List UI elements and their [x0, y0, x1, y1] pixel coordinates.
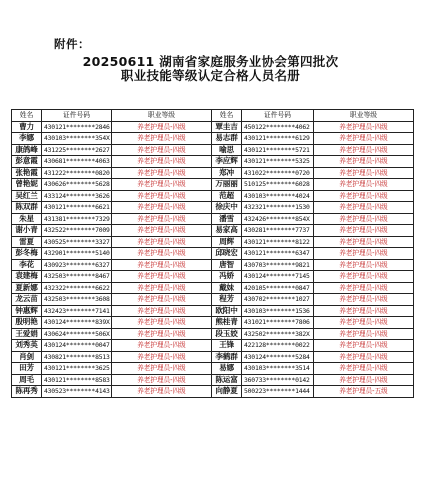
right-id-number-cell: 430702********1027 [242, 294, 314, 306]
left-name-cell: 曾艳妮 [12, 179, 42, 191]
left-level-cell: 养老护理员-四级 [112, 363, 212, 375]
right-level-cell: 养老护理员-四级 [314, 213, 414, 225]
right-name-cell: 欧阳中 [212, 305, 242, 317]
right-level-cell: 养老护理员-四级 [314, 144, 414, 156]
left-name-cell: 陈双群 [12, 202, 42, 214]
right-level-cell: 养老护理员-四级 [314, 328, 414, 340]
right-level-cell: 养老护理员-四级 [314, 167, 414, 179]
left-level-cell: 养老护理员-四级 [112, 156, 212, 168]
right-level-cell: 养老护理员-四级 [314, 190, 414, 202]
left-level-cell: 养老护理员-四级 [112, 190, 212, 202]
right-name-cell: 易娜 [212, 363, 242, 375]
left-id-number-cell: 432322********6622 [42, 282, 112, 294]
right-name-cell: 程芳 [212, 294, 242, 306]
right-name-cell: 冯娇 [212, 271, 242, 283]
left-name-cell: 殷明艳 [12, 317, 42, 329]
right-name-cell: 徐庆中 [212, 202, 242, 214]
right-name-cell: 易志群 [212, 133, 242, 145]
left-id-number-cell: 430121********6621 [42, 202, 112, 214]
left-level-cell: 养老护理员-四级 [112, 374, 212, 386]
left-level-cell: 养老护理员-四级 [112, 282, 212, 294]
right-id-number-cell: 432321********1530 [242, 202, 314, 214]
right-level-cell: 养老护理员-四级 [314, 351, 414, 363]
left-id-number-cell: 430681********4063 [42, 156, 112, 168]
right-level-cell: 养老护理员-四级 [314, 282, 414, 294]
left-id-number-cell: 430626********5628 [42, 179, 112, 191]
left-name-cell: 曹力 [12, 121, 42, 133]
right-level-cell: 养老护理员-四级 [314, 225, 414, 237]
table-row [12, 156, 414, 168]
left-level-cell: 养老护理员-四级 [112, 259, 212, 271]
left-id-number-cell: 430525********3327 [42, 236, 112, 248]
left-name-cell: 肖剑 [12, 351, 42, 363]
header-name-left: 姓名 [12, 110, 42, 122]
right-name-cell: 戴妹 [212, 282, 242, 294]
right-id-number-cell: 430103********4024 [242, 190, 314, 202]
right-level-cell: 养老护理员-四级 [314, 363, 414, 375]
left-level-cell: 养老护理员-四级 [112, 133, 212, 145]
left-id-number-cell: 430624********506X [42, 328, 112, 340]
table-row [12, 305, 414, 317]
right-name-cell: 王锋 [212, 340, 242, 352]
left-id-number-cell: 430124********0047 [42, 340, 112, 352]
right-level-cell: 养老护理员-四级 [314, 202, 414, 214]
roster-table [11, 109, 414, 398]
left-name-cell: 王爱娟 [12, 328, 42, 340]
header-level-right: 职业等级 [314, 110, 414, 122]
right-level-cell: 养老护理员-四级 [314, 248, 414, 260]
table-row [12, 179, 414, 191]
left-level-cell: 养老护理员-四级 [112, 317, 212, 329]
table-row [12, 351, 414, 363]
right-level-cell: 养老护理员-四级 [314, 179, 414, 191]
left-id-number-cell: 431225********2627 [42, 144, 112, 156]
header-row [12, 110, 414, 122]
right-id-number-cell: 420105********0847 [242, 282, 314, 294]
left-name-cell: 龙云苗 [12, 294, 42, 306]
left-name-cell: 张艳霞 [12, 167, 42, 179]
right-level-cell: 养老护理员-四级 [314, 156, 414, 168]
left-name-cell: 周毛 [12, 374, 42, 386]
right-name-cell: 李应辉 [212, 156, 242, 168]
right-name-cell: 范超 [212, 190, 242, 202]
right-name-cell: 周辉 [212, 236, 242, 248]
left-id-number-cell: 431381********7329 [42, 213, 112, 225]
document-title-line-2: 职业技能等级认定合格人员名册 [120, 68, 301, 83]
right-name-cell: 易家高 [212, 225, 242, 237]
right-level-cell: 养老护理员-四级 [314, 121, 414, 133]
right-id-number-cell: 500223********1444 [242, 386, 314, 398]
header-id-right: 证件号码 [242, 110, 314, 122]
right-id-number-cell: 360733********0142 [242, 374, 314, 386]
right-name-cell: 喻思 [212, 144, 242, 156]
attachment-label: 附件： [54, 37, 90, 51]
right-name-cell: 李鹤群 [212, 351, 242, 363]
left-level-cell: 养老护理员-四级 [112, 386, 212, 398]
document-title-line-1: 20250611 湖南省家庭服务业协会第四批次 [82, 54, 339, 69]
right-id-number-cell: 430121********6129 [242, 133, 314, 145]
left-name-cell: 朱星 [12, 213, 42, 225]
left-id-number-cell: 430121********2846 [42, 121, 112, 133]
table-row [12, 328, 414, 340]
left-id-number-cell: 430103********354X [42, 133, 112, 145]
left-name-cell: 彭冬梅 [12, 248, 42, 260]
right-id-number-cell: 422128********0022 [242, 340, 314, 352]
left-id-number-cell: 430923********6327 [42, 259, 112, 271]
right-level-cell: 养老护理员-四级 [314, 340, 414, 352]
left-name-cell: 钟惠辉 [12, 305, 42, 317]
right-name-cell: 郑冲 [212, 167, 242, 179]
right-level-cell: 养老护理员-四级 [314, 236, 414, 248]
left-id-number-cell: 430523********4143 [42, 386, 112, 398]
left-level-cell: 养老护理员-四级 [112, 179, 212, 191]
left-level-cell: 养老护理员-四级 [112, 167, 212, 179]
table-row [12, 340, 414, 352]
left-level-cell: 养老护理员-四级 [112, 202, 212, 214]
table-body [12, 121, 414, 397]
left-name-cell: 李花 [12, 259, 42, 271]
left-name-cell: 康鸽峰 [12, 144, 42, 156]
left-id-number-cell: 430121********8583 [42, 374, 112, 386]
left-name-cell: 李娜 [12, 133, 42, 145]
left-name-cell: 袁建梅 [12, 271, 42, 283]
left-level-cell: 养老护理员-四级 [112, 248, 212, 260]
right-name-cell: 段玉姣 [212, 328, 242, 340]
right-level-cell: 养老护理员-四级 [314, 305, 414, 317]
table-row [12, 202, 414, 214]
left-id-number-cell: 433124********3626 [42, 190, 112, 202]
header-name-right: 姓名 [212, 110, 242, 122]
right-id-number-cell: 430121********6347 [242, 248, 314, 260]
left-level-cell: 养老护理员-四级 [112, 236, 212, 248]
right-name-cell: 唐智 [212, 259, 242, 271]
right-level-cell: 养老护理员-五级 [314, 386, 414, 398]
right-level-cell: 养老护理员-四级 [314, 259, 414, 271]
table-row [12, 363, 414, 375]
header-id-left: 证件号码 [42, 110, 112, 122]
table-row [12, 167, 414, 179]
right-id-number-cell: 432426********854X [242, 213, 314, 225]
table-row [12, 374, 414, 386]
right-id-number-cell: 430121********5721 [242, 144, 314, 156]
left-level-cell: 养老护理员-四级 [112, 305, 212, 317]
table-row [12, 259, 414, 271]
left-id-number-cell: 432901********5140 [42, 248, 112, 260]
left-id-number-cell: 432522********7009 [42, 225, 112, 237]
left-level-cell: 养老护理员-四级 [112, 294, 212, 306]
left-name-cell: 刘秀英 [12, 340, 42, 352]
left-level-cell: 养老护理员-四级 [112, 213, 212, 225]
right-id-number-cell: 510125********6028 [242, 179, 314, 191]
right-id-number-cell: 432502********382X [242, 328, 314, 340]
right-id-number-cell: 430703********9821 [242, 259, 314, 271]
table-row [12, 386, 414, 398]
table-row [12, 282, 414, 294]
left-level-cell: 养老护理员-四级 [112, 225, 212, 237]
left-name-cell: 夏新娜 [12, 282, 42, 294]
header-level-left: 职业等级 [112, 110, 212, 122]
right-level-cell: 养老护理员-四级 [314, 294, 414, 306]
left-level-cell: 养老护理员-四级 [112, 328, 212, 340]
left-level-cell: 养老护理员-四级 [112, 121, 212, 133]
table-header [12, 110, 414, 122]
right-name-cell: 陈运富 [212, 374, 242, 386]
right-id-number-cell: 430124********7145 [242, 271, 314, 283]
right-name-cell: 邱晓宏 [212, 248, 242, 260]
right-id-number-cell: 450122********4062 [242, 121, 314, 133]
left-id-number-cell: 430821********8513 [42, 351, 112, 363]
right-name-cell: 熊桂青 [212, 317, 242, 329]
left-id-number-cell: 430121********3625 [42, 363, 112, 375]
right-level-cell: 养老护理员-四级 [314, 271, 414, 283]
right-id-number-cell: 430121********5325 [242, 156, 314, 168]
table-row [12, 248, 414, 260]
right-name-cell: 向静夏 [212, 386, 242, 398]
left-level-cell: 养老护理员-四级 [112, 340, 212, 352]
right-level-cell: 养老护理员-四级 [314, 317, 414, 329]
left-name-cell: 雷夏 [12, 236, 42, 248]
right-id-number-cell: 430103********3514 [242, 363, 314, 375]
right-id-number-cell: 431021********7806 [242, 317, 314, 329]
right-id-number-cell: 430121********8122 [242, 236, 314, 248]
left-id-number-cell: 430124********839X [42, 317, 112, 329]
left-id-number-cell: 432423********7141 [42, 305, 112, 317]
right-level-cell: 养老护理员-四级 [314, 133, 414, 145]
right-name-cell: 万丽丽 [212, 179, 242, 191]
table-row [12, 317, 414, 329]
left-name-cell: 彭意霞 [12, 156, 42, 168]
left-level-cell: 养老护理员-四级 [112, 144, 212, 156]
right-id-number-cell: 430281********7737 [242, 225, 314, 237]
table-row [12, 190, 414, 202]
right-name-cell: 覃圭吉 [212, 121, 242, 133]
table-row [12, 236, 414, 248]
table-row [12, 144, 414, 156]
right-name-cell: 潘雪 [212, 213, 242, 225]
left-name-cell: 谢小青 [12, 225, 42, 237]
left-id-number-cell: 431222********0820 [42, 167, 112, 179]
table-row [12, 225, 414, 237]
left-level-cell: 养老护理员-四级 [112, 271, 212, 283]
table-row [12, 271, 414, 283]
left-name-cell: 陈再秀 [12, 386, 42, 398]
right-id-number-cell: 430124********5284 [242, 351, 314, 363]
right-level-cell: 养老护理员-四级 [314, 374, 414, 386]
left-id-number-cell: 432503********8467 [42, 271, 112, 283]
left-name-cell: 吴红兰 [12, 190, 42, 202]
right-id-number-cell: 430103********1536 [242, 305, 314, 317]
left-name-cell: 田芳 [12, 363, 42, 375]
left-level-cell: 养老护理员-四级 [112, 351, 212, 363]
left-id-number-cell: 432503********3608 [42, 294, 112, 306]
right-id-number-cell: 431022********0720 [242, 167, 314, 179]
table-row [12, 294, 414, 306]
table-row [12, 133, 414, 145]
table-row [12, 213, 414, 225]
table-row [12, 121, 414, 133]
